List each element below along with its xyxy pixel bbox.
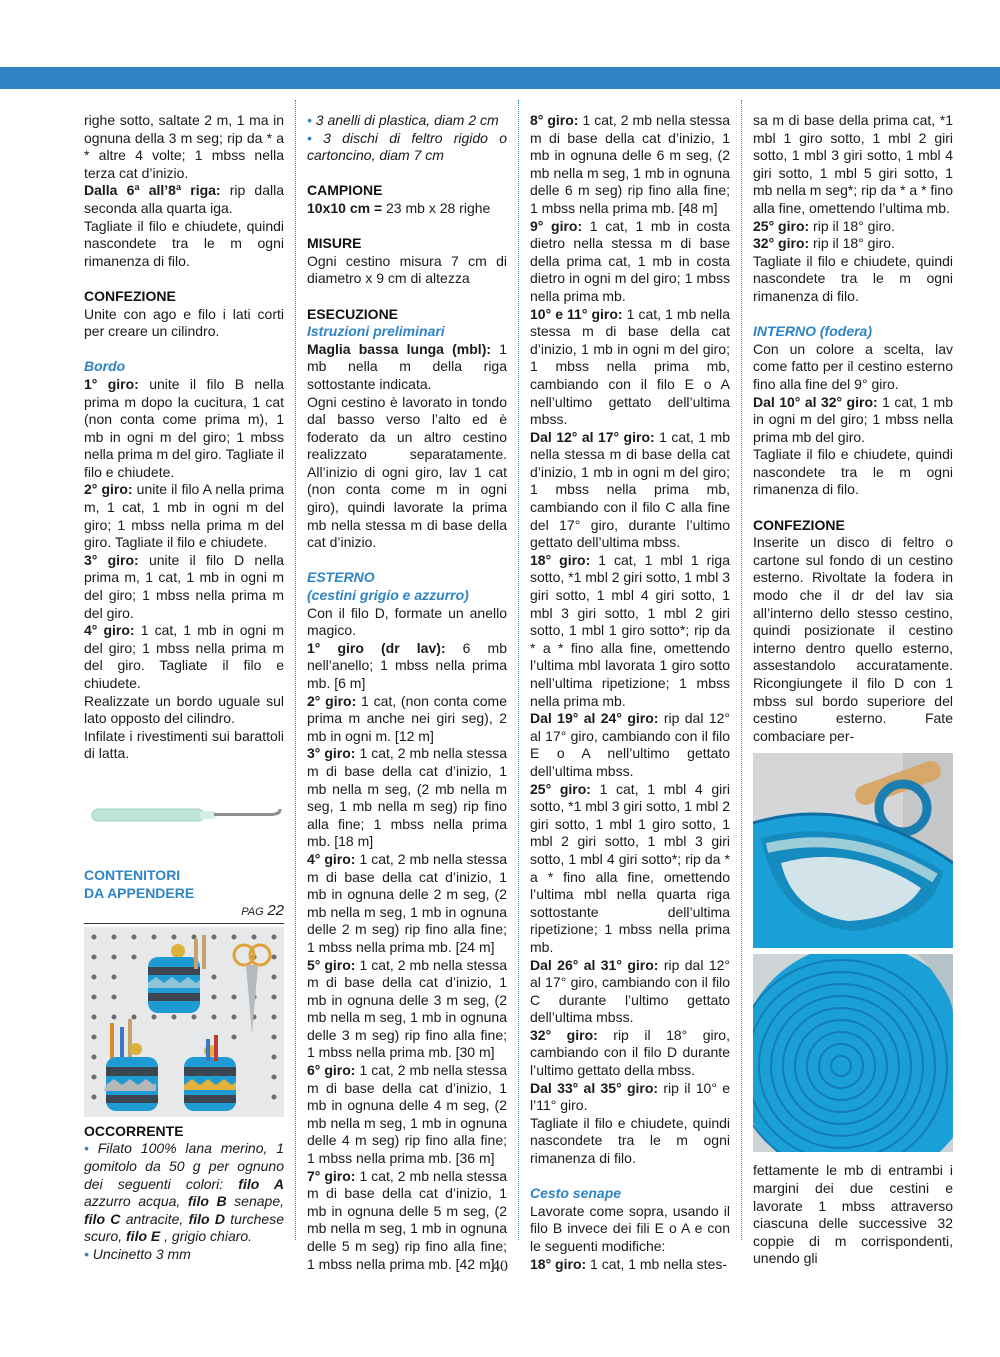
instruction-row: 1° giro (dr lav): 6 mb nell’anello; 1 mbss nella prima mb. [6 m] xyxy=(307,639,507,691)
page-reference: PAG 22 xyxy=(84,902,284,924)
section-heading-esecuzione: ESECUZIONE xyxy=(307,305,399,322)
instruction-row: Dal 19° al 24° giro: rip dal 12° al 17° giro, cambiando con il filo E o A nell’ultimo gettato dell’ultima mbss. xyxy=(530,710,730,779)
instruction-row: 4° giro: 1 cat, 1 mb in ogni m del giro; 1 mbss nella prima m del giro. Tagliate il filo e chiudete. xyxy=(84,622,284,691)
instruction-row: 18° giro: 1 cat, 1 mb nella stes- xyxy=(530,1255,728,1272)
column-divider xyxy=(518,100,519,1240)
paragraph: Realizzate un bordo uguale sul lato opposto del cilindro. xyxy=(84,692,284,727)
materials-item: • Uncinetto 3 mm xyxy=(84,1245,191,1262)
instruction-row: 6° giro: 1 cat, 2 mb nella stessa m di base della cat d’inizio, 1 mb in ognuna delle 4 m seg, (2 mb nella m seg, 1 mb in ognuna delle 4 m seg) rip fino alla fine; 1 mbss nella prima mb. [36 m] xyxy=(307,1062,507,1167)
instruction-row: 7° giro: 1 cat, 2 mb nella stessa m di base della cat d’inizio, 1 mb in ognuna delle 5 m seg, (2 mb nella m seg, 1 mb in ognuna delle 5 m seg) rip fino alla fine; 1 mbss nella prima mb. [42 m] xyxy=(307,1167,507,1272)
instruction-row: Dal 33° al 35° giro: rip il 10° e l’11° giro. xyxy=(530,1079,731,1114)
section-heading-misure: MISURE xyxy=(307,235,362,252)
paragraph: Tagliate il filo e chiudete, quindi nascondete tra le m ogni rimanenza di filo. xyxy=(84,217,284,269)
header-color-band xyxy=(0,67,1000,89)
page-number: 40 xyxy=(492,1258,508,1275)
subheading-esterno-detail: (cestini grigio e azzurro) xyxy=(307,587,469,604)
subheading-istruzioni: Istruzioni preliminari xyxy=(307,323,445,340)
instruction-row: Dal 10° al 32° giro: 1 cat, 1 mb in ogni m del giro; 1 mbss nella prima mb del giro. xyxy=(753,393,953,445)
instruction-row: 25° giro: 1 cat, 1 mbl 4 giri sotto, *1 mbl 3 giri sotto, 1 mbl 2 giri sotto, 1 mbl 1 giro sotto, 1 mbl 2 giri sotto, 1 mbl 3 giri sotto, 1 mbl 4 giri sotto*; rip da * a * fino alla fine, omettendo l’ultima mbl nella quarta riga sottostante dell’ultima ripetizione; 1 mbss nella prima mb. xyxy=(530,780,730,955)
paragraph: 10x10 cm = 23 mb x 28 righe xyxy=(307,199,491,216)
subheading-esterno: ESTERNO xyxy=(307,569,375,586)
instruction-row: 2° giro: unite il filo A nella prima m, 1 cat, 1 mb in ogni m del giro; 1 mbss nella prima m del giro. Tagliate il filo e chiudete. xyxy=(84,481,284,551)
paragraph: Maglia bassa lunga (mbl): 1 mb nella m della riga sottostante indicata. xyxy=(307,340,507,392)
instruction-row: 25° giro: rip il 18° giro. xyxy=(753,217,895,234)
section-heading-confezione: CONFEZIONE xyxy=(753,516,845,533)
basket-interior-photo xyxy=(753,753,953,948)
instruction-row: 8° giro: 1 cat, 2 mb nella stessa m di base della cat d’inizio, 1 mb in ognuna delle 6 m seg, (2 mb nella m seg, 1 mb in ognuna delle 6 m seg) rip fino alla fine; 1 mbss nella prima mb. [48 m] xyxy=(530,112,730,216)
paragraph: Tagliate il filo e chiudete, quindi nascondete tra le m ogni rimanenza di filo. xyxy=(753,446,953,498)
instruction-row: Dal 26° al 31° giro: rip dal 12° al 17° giro, cambiando con il filo C durante l’ultimo gettato dell’ultima mbss. xyxy=(530,956,730,1026)
page-reference-label: PAG xyxy=(241,906,264,919)
subheading-interno: INTERNO (fodera) xyxy=(753,323,872,340)
paragraph: Tagliate il filo e chiudete, quindi nascondete tra le m ogni rimanenza di filo. xyxy=(530,1114,730,1167)
paragraph: righe sotto, saltate 2 m, 1 ma in ognuna della 3 m seg; rip da * a * altre 4 volte; 1 mbss nella terza cat d’inizio. xyxy=(84,112,284,181)
paragraph: Con il filo D, formate un anello magico. xyxy=(307,604,507,639)
paragraph: Inserite un disco di feltro o cartone sul fondo di un cestino esterno. Rivoltate la fodera in modo che il dr del lav sia all’interno dello stesso cestino, quindi posizionate il cestino interno dentro quello esterno, assestandolo accuratamente. Ricongiungete il filo D con 1 mbss sul bordo superiore del cestino esterno. Fate combaciare per- xyxy=(753,534,953,744)
column-divider xyxy=(295,100,296,1240)
project-title: DA APPENDERE xyxy=(84,884,195,901)
text-column-1 xyxy=(84,112,284,1264)
paragraph: sa m di base della prima cat, *1 mbl 1 giro sotto, 1 mbl 2 giri sotto, 1 mbl 3 giri sotto, 1 mbl 4 giri sotto, 1 mbl 5 giri sotto, 1 mb nella m seg*; rip da * a * fino alla fine, omettendo l’ultima mb. xyxy=(753,112,953,216)
instruction-row: 9° giro: 1 cat, 1 mb in costa dietro nella stessa m di base della prima cat, 1 mb in costa dietro in ogni m del giro; 1 mbss nella prima mb. xyxy=(530,217,730,304)
text-column-4 xyxy=(753,112,953,1268)
instruction-row: 5° giro: 1 cat, 2 mb nella stessa m di base della cat d’inizio, 1 mb in ognuna delle 3 m seg, (2 mb nella m seg, 1 mb in ognuna delle 3 m seg) rip fino alla fine; 1 mbss nella prima mb. [30 m] xyxy=(307,956,507,1061)
baskets-pegboard-photo xyxy=(84,927,284,1117)
paragraph: Unite con ago e filo i lati corti per creare un cilindro. xyxy=(84,305,284,340)
instruction-row: 18° giro: 1 cat, 1 mbl 1 riga sotto, *1 mbl 2 giri sotto, 1 mbl 3 giri sotto, 1 mbl 4 giri sotto, 1 mbl 3 giri sotto, 1 mbl 2 giri sotto, 1 mbl 1 giro sotto*; rip da * a * fino alla fine, omettendo l’ultima mbl lavorata 1 giro sotto nell’ultima ripetizione; 1 mbss nella prima mb. xyxy=(530,551,730,709)
paragraph: Tagliate il filo e chiudete, quindi nascondete tra le m ogni rimanenza di filo. xyxy=(753,252,953,304)
instruction-row: 3° giro: 1 cat, 2 mb nella stessa m di base della cat d’inizio, 1 mb nella m seg, (2 mb nella m seg, 1 mb nella m seg) rip fino alla fine; 1 mbss nella prima mb. [18 m] xyxy=(307,745,507,850)
paragraph: Infilate i rivestimenti sui barattoli di latta. xyxy=(84,727,284,762)
instruction-row: 32° giro: rip il 18° giro, cambiando con il filo D durante l’ultimo gettato della mbss. xyxy=(530,1026,730,1079)
paragraph: Ogni cestino è lavorato in tondo dal basso verso l’alto ed è foderato da un altro cestino realizzato separatamente. All’inizio di ogni giro, lav 1 cat (non conta come m in ogni giro), quindi lavorate la prima mb nella stessa m di base della cat d’inizio. xyxy=(307,393,507,551)
section-heading-campione: CAMPIONE xyxy=(307,182,383,199)
subheading-cesto-senape: Cesto senape xyxy=(530,1185,622,1202)
subheading-bordo: Bordo xyxy=(84,358,126,375)
basket-bottom-photo xyxy=(753,954,953,1152)
instruction-row: Dal 12° al 17° giro: 1 cat, 1 mb nella stessa m di base della cat d’inizio, 1 mb in ogni m del giro; 1 mbss nella prima mb, cambiando con il filo C alla fine del 17° giro, durante l’ultimo gettato dell’ultima mbss. xyxy=(530,428,730,551)
paragraph: Ogni cestino misura 7 cm di diametro x 9 cm di altezza xyxy=(307,252,507,287)
text-column-2 xyxy=(307,112,507,1273)
project-title: CONTENITORI xyxy=(84,866,181,883)
section-heading-occorrente: OCCORRENTE xyxy=(84,1122,184,1139)
paragraph: fettamente le mb di entrambi i margini dei due cestini e lavorate 1 mbss attraverso ciascuna delle successive 32 coppie di m corrispondenti, unendo gli xyxy=(753,1162,953,1267)
paragraph: Con un colore a scelta, lav come fatto per il cestino esterno fino alla fine del 9° giro. xyxy=(753,340,953,392)
column-divider xyxy=(741,100,742,1240)
section-heading-confezione: CONFEZIONE xyxy=(84,287,176,304)
instruction-row: 2° giro: 1 cat, (non conta come prima m anche nei giri seg), 2 mb in ogni m. [12 m] xyxy=(307,692,507,744)
instruction-row: 1° giro: unite il filo B nella prima m dopo la cucitura, 1 cat (non conta come prima m), 1 mb in ogni m del giro; 1 mbss nella prima m del giro. Tagliate il filo e chiudete. xyxy=(84,375,284,480)
materials-item: • 3 anelli di plastica, diam 2 cm xyxy=(307,112,499,128)
materials-item: • 3 dischi di feltro rigido o cartoncino, diam 7 cm xyxy=(307,129,508,164)
paragraph: Dalla 6ª all’8ª riga: rip dalla seconda alla quarta iga. xyxy=(84,182,284,216)
crochet-hook-image xyxy=(84,787,284,847)
instruction-row: 4° giro: 1 cat, 2 mb nella stessa m di base della cat d’inizio, 1 mb in ognuna delle 2 m seg, (2 mb nella m seg, 1 mb in ognuna delle 2 m seg) rip fino alla fine; 1 mbss nella prima mb. [24 m] xyxy=(307,850,507,955)
text-column-3 xyxy=(530,112,730,1273)
materials-item: • Filato 100% lana merino, 1 gomitolo da 50 g per ognuno dei seguenti colori: filo A azzurro acqua, filo B senape, filo C antracite, filo D turchese scuro, filo E , grigio chiaro. xyxy=(84,1140,284,1245)
instruction-row: 32° giro: rip il 18° giro. xyxy=(753,235,895,252)
instruction-row: 10° e 11° giro: 1 cat, 1 mb nella stessa m di base della cat d’inizio, 1 mb in ogni m del giro; 1 mbss nella prima mb, cambiando con il filo E o A nell’ultimo gettato dell’ultima mbss. xyxy=(530,305,730,428)
instruction-row: 3° giro: unite il filo D nella prima m, 1 cat, 1 mb in ogni m del giro; 1 mbss nella prima m del giro. xyxy=(84,551,284,621)
paragraph: Lavorate come sopra, usando il filo B invece dei fili E o A e con le seguenti modifiche: xyxy=(530,1202,730,1254)
